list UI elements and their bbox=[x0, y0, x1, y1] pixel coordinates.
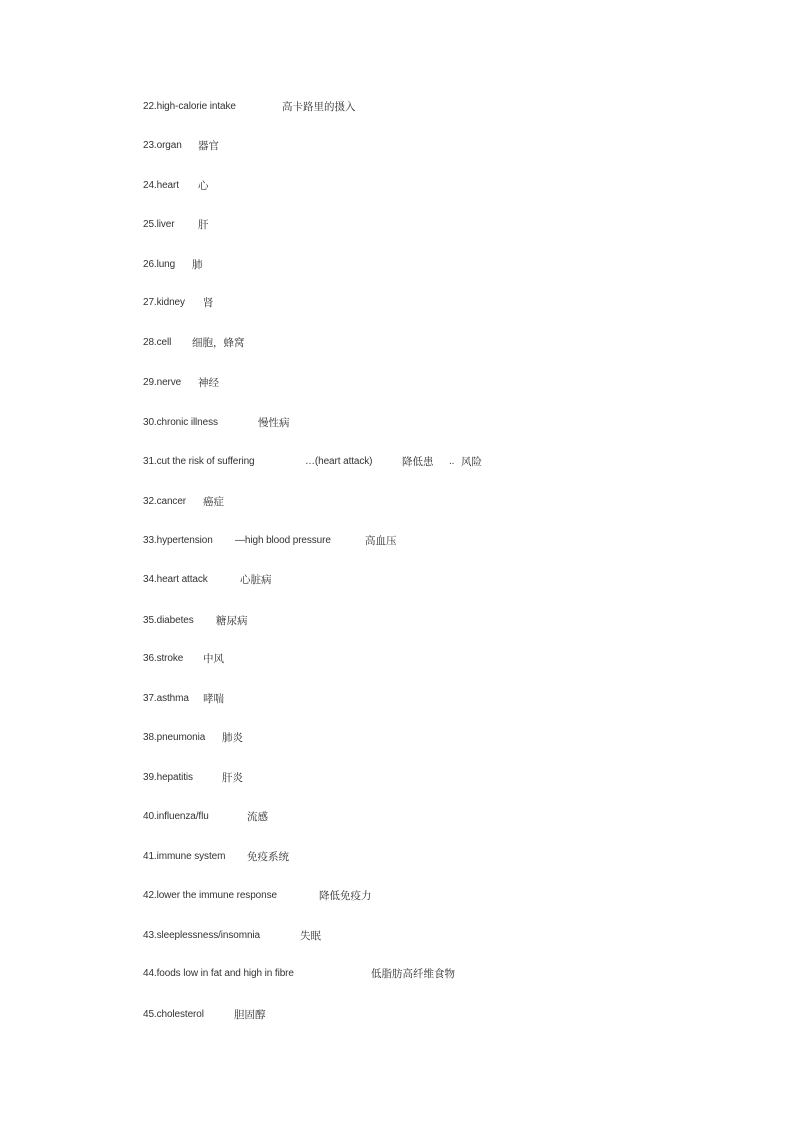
vocab-meaning-tail: 风险 bbox=[461, 456, 482, 468]
vocab-meaning: 免疫系统 bbox=[247, 851, 289, 863]
vocab-meaning: 肾 bbox=[203, 297, 214, 309]
vocab-meaning: 慢性病 bbox=[258, 417, 290, 429]
vocab-term: 35.diabetes bbox=[143, 615, 194, 626]
vocab-meaning: 心 bbox=[198, 180, 209, 192]
vocab-term: 29.nerve bbox=[143, 377, 182, 388]
vocab-term: 31.cut the risk of suffering bbox=[143, 456, 255, 467]
vocab-term: 26.lung bbox=[143, 259, 176, 270]
vocab-term: 43.sleeplessness/insomnia bbox=[143, 930, 261, 941]
vocab-meaning: 降低患 bbox=[402, 456, 434, 468]
vocab-term: 30.chronic illness bbox=[143, 417, 218, 428]
vocab-term: 37.asthma bbox=[143, 693, 189, 704]
vocab-term: 39.hepatitis bbox=[143, 772, 193, 783]
vocab-meaning: 降低免疫力 bbox=[319, 890, 372, 902]
vocab-meaning: 细胞，蜂窝 bbox=[192, 337, 245, 349]
vocab-meaning: 失眠 bbox=[300, 930, 321, 942]
vocab-meaning: 高卡路里的摄入 bbox=[282, 101, 356, 113]
vocab-term: 33.hypertension bbox=[143, 535, 213, 546]
vocab-term: 41.immune system bbox=[143, 851, 226, 862]
vocab-term: 42.lower the immune response bbox=[143, 890, 277, 901]
vocab-term: 32.cancer bbox=[143, 496, 187, 507]
vocab-meaning: 低脂肪高纤维食物 bbox=[371, 968, 455, 980]
vocab-meaning: 肝炎 bbox=[222, 772, 243, 784]
vocab-meaning: 高血压 bbox=[365, 535, 397, 547]
vocab-meaning: 肺 bbox=[192, 259, 203, 271]
vocab-meaning: 心脏病 bbox=[240, 574, 272, 586]
vocab-term: 24.heart bbox=[143, 180, 179, 191]
vocab-term: 44.foods low in fat and high in fibre bbox=[143, 968, 294, 979]
vocab-term: 23.organ bbox=[143, 140, 182, 151]
vocab-meaning: 流感 bbox=[247, 811, 268, 823]
vocab-meaning: 肝 bbox=[198, 219, 209, 231]
vocab-term: 22.high-calorie intake bbox=[143, 101, 236, 112]
vocab-term: 28.cell bbox=[143, 337, 172, 348]
vocab-meaning: 哮喘 bbox=[203, 693, 224, 705]
vocab-term: 34.heart attack bbox=[143, 574, 208, 585]
vocab-meaning: 糖尿病 bbox=[216, 615, 248, 627]
vocab-term: 27.kidney bbox=[143, 297, 185, 308]
vocab-meaning: 肺炎 bbox=[222, 732, 243, 744]
vocab-term: 36.stroke bbox=[143, 653, 184, 664]
vocab-term: 45.cholesterol bbox=[143, 1009, 204, 1020]
vocab-meaning: 胆固醇 bbox=[234, 1009, 266, 1021]
vocab-synonym: —high blood pressure bbox=[235, 535, 331, 546]
vocab-term: 25.liver bbox=[143, 219, 175, 230]
vocab-term: 38.pneumonia bbox=[143, 732, 206, 743]
vocab-example: …(heart attack) bbox=[305, 456, 373, 467]
vocab-ellipsis: .. bbox=[449, 456, 455, 467]
vocab-meaning: 癌症 bbox=[203, 496, 224, 508]
vocab-meaning: 器官 bbox=[198, 140, 219, 152]
vocab-term: 40.influenza/flu bbox=[143, 811, 209, 822]
vocab-meaning: 神经 bbox=[198, 377, 219, 389]
vocab-meaning: 中风 bbox=[203, 653, 224, 665]
